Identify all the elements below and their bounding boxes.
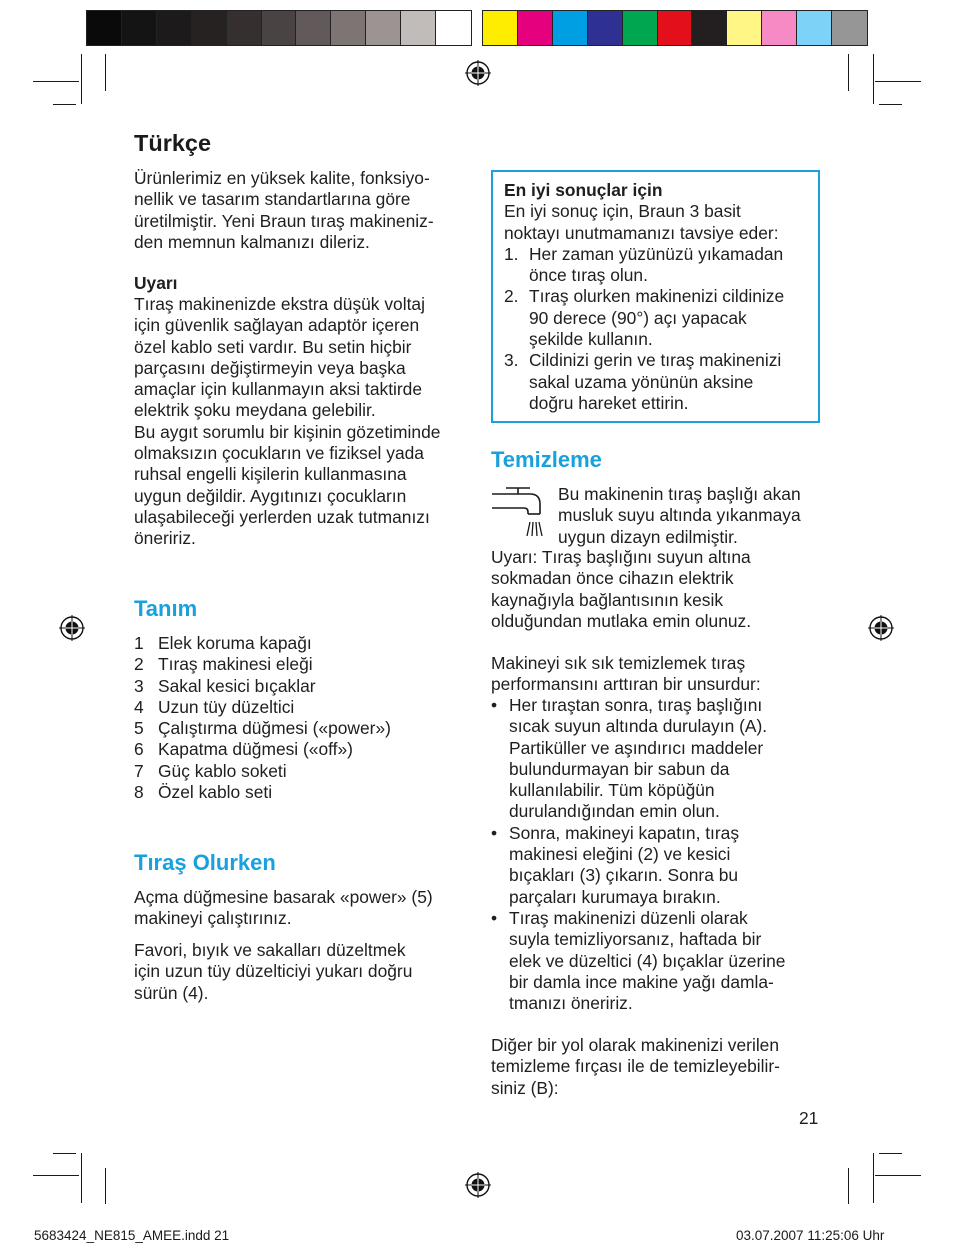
list-item	[491, 823, 831, 908]
item-number: 4	[134, 696, 144, 717]
description-heading: Tanım	[134, 596, 198, 621]
text-line: şekilde kullanın.	[529, 329, 653, 350]
bullet-icon: •	[491, 822, 498, 843]
item-text: Kapatma düğmesi («off»)	[158, 739, 353, 760]
crop-mark	[875, 1175, 921, 1176]
shaving-heading: Tıraş Olurken	[134, 850, 276, 875]
warning-heading: Uyarı	[134, 273, 178, 293]
text-line: makineyi çalıştırınız.	[134, 908, 292, 929]
cleaning-heading: Temizleme	[491, 447, 602, 472]
registration-mark-icon	[464, 59, 492, 87]
shaving-paragraph-1	[134, 887, 474, 930]
tips-heading: En iyi sonuçlar için	[504, 180, 663, 200]
text-line: tmanızı öneririz.	[509, 993, 633, 1014]
text-line: uygun dizayn edilmiştir.	[558, 526, 738, 547]
text-line: Partiküller ve aşındırıcı maddeler	[509, 737, 764, 758]
text-line: suyla temizliyorsanız, haftada bir	[509, 929, 762, 950]
text-line: için güvenlik sağlayan adaptör içeren	[134, 315, 420, 336]
color-swatch	[366, 11, 401, 45]
text-line: sokmadan önce cihazın elektrik	[491, 568, 734, 589]
list-item	[504, 244, 808, 287]
text-line: bir damla ince makine yağı damla-	[509, 971, 774, 992]
crop-mark	[53, 104, 76, 105]
text-line: Her zaman yüzünüzü yıkamadan	[529, 243, 784, 264]
color-swatch	[262, 11, 297, 45]
text-line: Açma düğmesine basarak «power» (5)	[134, 887, 433, 907]
cleaning-intro	[491, 653, 831, 696]
text-line: Favori, bıyık ve sakalları düzeltmek	[134, 940, 406, 960]
item-text: Çalıştırma düğmesi («power»)	[158, 718, 391, 739]
item-number: 6	[134, 739, 144, 760]
text-line: üretilmiştir. Yeni Braun tıraş makineniz-	[134, 210, 434, 231]
crop-mark	[81, 54, 82, 104]
item-number: 1.	[504, 243, 519, 264]
item-number: 2.	[504, 286, 519, 307]
text-line: elek ve düzeltici (4) bıçaklar üzerine	[509, 950, 786, 971]
list-item	[491, 908, 831, 1014]
text-line: Diğer bir yol olarak makinenizi verilen	[491, 1035, 780, 1055]
shaving-paragraph-2	[134, 940, 474, 1004]
item-number: 1	[134, 633, 144, 653]
item-number: 2	[134, 654, 144, 675]
list-item	[134, 654, 391, 675]
bullet-icon: •	[491, 907, 498, 928]
item-text	[509, 823, 739, 908]
color-swatch	[518, 11, 553, 45]
text-line: özel kablo seti vardır. Bu setin hiçbir	[134, 336, 412, 357]
color-swatch	[122, 11, 157, 45]
text-line: performansını arttıran bir unsurdur:	[491, 674, 761, 695]
text-line: Uyarı: Tıraş başlığını suyun altına	[491, 547, 751, 567]
text-line: uygun değildir. Aygıtınızı çocukların	[134, 485, 407, 506]
text-line: noktayı unutmamanızı tavsiye eder:	[504, 222, 779, 243]
warning-paragraph	[134, 294, 474, 550]
page-number: 21	[799, 1108, 819, 1128]
text-line: sakal uzama yönünün aksine	[529, 371, 754, 392]
item-number: 7	[134, 760, 144, 781]
list-item	[491, 695, 831, 823]
item-number: 3	[134, 675, 144, 696]
item-text: Uzun tüy düzeltici	[158, 696, 295, 717]
color-swatch	[227, 11, 262, 45]
text-line: olmaksızın çocukların ve fiziksel yada	[134, 443, 424, 464]
text-line: elektrik şoku meydana gelebilir.	[134, 400, 376, 421]
list-item	[134, 676, 391, 697]
crop-mark	[105, 1168, 106, 1204]
text-line: parçasını değiştirmeyin veya başka	[134, 357, 406, 378]
text-line: musluk suyu altında yıkanmaya	[558, 505, 801, 526]
text-line: için uzun tüy düzelticiyi yukarı doğru	[134, 961, 413, 982]
list-item	[504, 286, 808, 350]
color-swatch	[553, 11, 588, 45]
text-line: önce tıraş olun.	[529, 265, 648, 286]
color-swatch	[192, 11, 227, 45]
cleaning-icon-text	[558, 484, 838, 548]
color-swatch	[87, 11, 122, 45]
item-text	[529, 286, 784, 350]
text-line: sıcak suyun altında durulayın (A).	[509, 716, 768, 737]
text-line: ruhsal engelli kişilerin kullanmasına	[134, 464, 407, 485]
tips-intro	[504, 201, 808, 244]
item-number: 3.	[504, 350, 519, 371]
text-line: parçaları kurumaya bırakın.	[509, 886, 721, 907]
text-line: amaçlar için kullanmayın aksi taktirde	[134, 379, 423, 400]
footer-filename: 5683424_NE815_AMEE.indd 21	[34, 1228, 230, 1243]
text-line: siniz (B):	[491, 1077, 559, 1098]
tips-box	[491, 170, 820, 423]
crop-mark	[879, 104, 902, 105]
cleaning-closing	[491, 1035, 831, 1099]
footer-timestamp: 03.07.2007 11:25:06 Uhr	[736, 1228, 885, 1243]
tips-list	[504, 244, 808, 414]
item-text	[529, 244, 783, 287]
text-line: nellik ve tasarım standartlarına göre	[134, 189, 411, 210]
text-line: Tıraş makinenizi düzenli olarak	[509, 907, 748, 928]
text-line: Her tıraştan sonra, tıraş başlığını	[509, 695, 763, 715]
crop-mark	[873, 54, 874, 104]
crop-mark	[81, 1153, 82, 1203]
text-line: ulaşabileceği yerlerden uzak tutmanızı	[134, 506, 430, 527]
color-swatch	[401, 11, 436, 45]
text-line: Cildinizi gerin ve tıraş makinenizi	[529, 350, 782, 371]
crop-mark	[33, 81, 79, 82]
color-swatch	[296, 11, 331, 45]
text-line: sürün (4).	[134, 982, 209, 1003]
registration-mark-icon	[464, 1171, 492, 1199]
color-swatch	[727, 11, 762, 45]
color-bar-process	[482, 10, 868, 46]
crop-mark	[879, 1153, 902, 1154]
registration-mark-icon	[867, 614, 895, 642]
list-item	[134, 633, 391, 654]
crop-mark	[33, 1175, 79, 1176]
text-line: Makineyi sık sık temizlemek tıraş	[491, 653, 746, 673]
text-line: makinesi eleğini (2) ve kesici	[509, 844, 731, 865]
registration-mark-icon	[58, 614, 86, 642]
list-item	[134, 718, 391, 739]
cleaning-warning	[491, 547, 831, 632]
crop-mark	[53, 1153, 76, 1154]
text-line: Bu makinenin tıraş başlığı akan	[558, 484, 801, 504]
parts-list	[134, 633, 391, 803]
color-swatch	[483, 11, 518, 45]
color-bar-grayscale	[86, 10, 472, 46]
text-line: kullanılabilir. Tüm köpüğün	[509, 780, 715, 801]
color-swatch	[762, 11, 797, 45]
list-item	[134, 739, 391, 760]
text-line: Ürünlerimiz en yüksek kalite, fonksiyo-	[134, 168, 430, 188]
list-item	[134, 782, 391, 803]
color-swatch	[797, 11, 832, 45]
faucet-water-icon	[490, 484, 548, 538]
color-swatch	[157, 11, 192, 45]
color-swatch	[588, 11, 623, 45]
item-text: Tıraş makinesi eleği	[158, 654, 313, 675]
list-item	[504, 350, 808, 414]
item-text	[509, 695, 767, 823]
text-line: doğru hareket ettirin.	[529, 392, 689, 413]
text-line: Tıraş makinenizde ekstra düşük voltaj	[134, 294, 425, 314]
cleaning-bullets	[491, 695, 831, 1014]
list-item	[134, 761, 391, 782]
crop-mark	[873, 1153, 874, 1203]
color-swatch	[623, 11, 658, 45]
item-text	[529, 350, 781, 414]
text-line: Tıraş olurken makinenizi cildinize	[529, 286, 785, 307]
list-item	[134, 697, 391, 718]
crop-mark	[848, 54, 849, 91]
item-text: Özel kablo seti	[158, 782, 273, 803]
text-line: olduğundan mutlaka emin olunuz.	[491, 610, 752, 631]
item-text	[509, 908, 785, 1014]
text-line: Bu aygıt sorumlu bir kişinin gözetiminde	[134, 421, 441, 442]
color-swatch	[436, 11, 471, 45]
text-line: durulandığından emin olun.	[509, 801, 720, 822]
item-text: Güç kablo soketi	[158, 760, 287, 781]
color-swatch	[692, 11, 727, 45]
item-number: 8	[134, 782, 144, 803]
text-line: bıçakları (3) çıkarın. Sonra bu	[509, 865, 739, 886]
crop-mark	[105, 54, 106, 91]
text-line: den memnun kalmanızı dileriz.	[134, 231, 370, 252]
page-title: Türkçe	[134, 130, 212, 156]
bullet-icon: •	[491, 695, 498, 715]
text-line: En iyi sonuç için, Braun 3 basit	[504, 201, 741, 222]
item-number: 5	[134, 718, 144, 739]
crop-mark	[848, 1168, 849, 1204]
color-swatch	[832, 11, 867, 45]
color-swatch	[658, 11, 693, 45]
crop-mark	[875, 81, 921, 82]
text-line: kaynağıyla bağlantısının kesik	[491, 589, 724, 610]
color-swatch	[331, 11, 366, 45]
text-line: temizleme fırçası ile de temizleyebilir-	[491, 1056, 780, 1077]
item-text: Elek koruma kapağı	[158, 633, 312, 653]
item-text: Sakal kesici bıçaklar	[158, 675, 316, 696]
intro-paragraph	[134, 168, 474, 253]
text-line: öneririz.	[134, 528, 196, 549]
text-line: Sonra, makineyi kapatın, tıraş	[509, 822, 740, 843]
text-line: bulundurmayan bir sabun da	[509, 758, 730, 779]
text-line: 90 derece (90°) açı yapacak	[529, 307, 747, 328]
